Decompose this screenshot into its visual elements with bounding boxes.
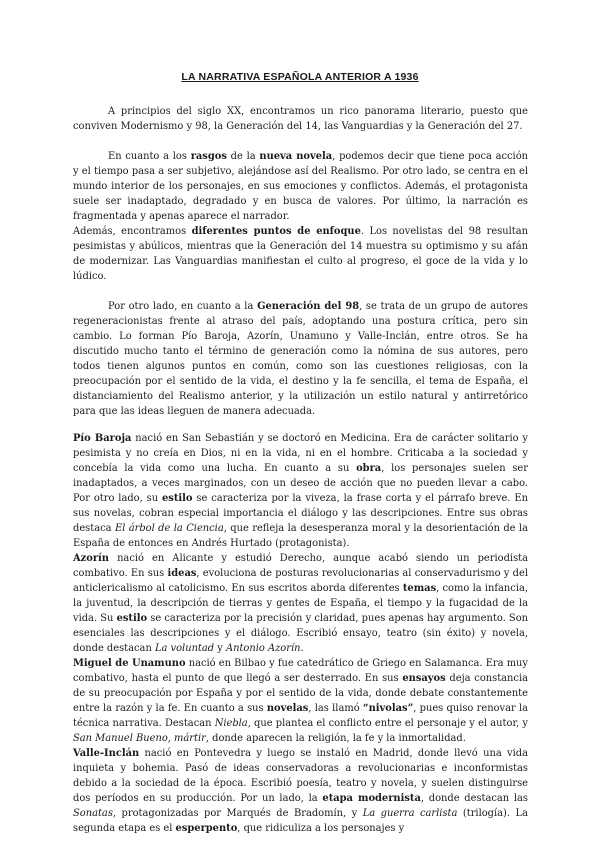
bold-term: Pío Baroja [73, 433, 132, 444]
paragraph-enfoque [73, 224, 528, 284]
bold-term: nueva novela [259, 151, 333, 162]
paragraph-valle-inclan [73, 746, 528, 836]
text-run: , que ridiculiza a los personajes y [237, 823, 405, 834]
text-run: nació en Bilbao y fue catedrático de Griego en Salamanca. Era muy combativo, hasta el punto de que llegó a ser desterrado. En sus [73, 658, 528, 684]
bold-term: esperpento [175, 823, 238, 834]
text-run: Por otro lado, en cuanto a la [108, 301, 258, 312]
text-run: , podemos decir que tiene poca acción y el tiempo pasa a ser subjetivo, alejándose así del Realismo. Por otro lado, se centra en el mundo interior de los personajes, en sus emociones y conflictos. Además, el protagonista suele ser inadaptado, degradado y en busca de valores. Por último, la narración es fragmentada y apenas aparece el narrador. [73, 151, 529, 222]
text-run: Además, encontramos [73, 226, 192, 237]
text-run: nació en San Sebastián y se doctoró en Medicina. Era de carácter solitario y pesimista y no creía en Dios, ni en la vida, ni en el hombre. Criticaba a la sociedad y concebía la vida como una lucha. En cuanto a su [73, 433, 528, 474]
paragraph-unamuno [73, 656, 528, 746]
bold-term: Valle-Inclán [73, 748, 140, 759]
text-run: , donde destacan las [420, 793, 529, 804]
text-run: , las llamó [308, 703, 363, 714]
bold-term: obra [356, 463, 382, 474]
bold-term: “nivolas” [362, 703, 414, 714]
text-run: (trilogía). La segunda etapa es el [73, 808, 528, 834]
text-run: , que plantea el conflicto entre el personaje y el autor, y [247, 718, 529, 729]
text-run: , protagonizadas por Marqués de Bradomín, y [112, 808, 363, 819]
bold-term: ensayos [402, 673, 446, 684]
text-run: , se trata de un grupo de autores regeneracionistas frente al atraso del país, adoptando una postura crítica, pero sin cambio. Lo forman Pío Baroja, Azorín, Unamuno y Valle-Inclán, entre otros. Se ha discutido mucho tanto el término de generación como la nómina de sus autores, pero todos tienen algunos puntos en común, como son las cuestiones religiosas, con la preocupación por el sentido de la vida, el destino y la fe sencilla, el tema de España, el distanciamiento del Realismo anterior, y la utilización un estilo natural y antirretórico para que las ideas lleguen de manera adecuada. [73, 301, 528, 417]
text-run: , evoluciona de posturas revolucionarias al conservadurismo y del anticlericalismo al catolicismo. En sus escritos aborda diferentes [73, 568, 528, 594]
bold-term: rasgos [190, 151, 227, 162]
text-run: . [300, 643, 304, 654]
text-run: , los personajes suelen ser inadaptados, a veces marginados, con un deseo de acción que no pueden llevar a cabo. Por otro lado, su [73, 463, 528, 504]
bold-term: Azorín [73, 553, 109, 564]
paragraph-rasgos [73, 149, 528, 224]
bold-term: etapa modernista [322, 793, 421, 804]
bold-term: estilo [116, 613, 148, 624]
bold-term: estilo [162, 493, 193, 504]
paragraph-generacion-98 [73, 299, 528, 419]
italic-title: San Manuel Bueno, mártir [73, 733, 206, 744]
bold-term: novelas [266, 703, 309, 714]
text-run: y [214, 643, 226, 654]
bold-term: ideas [167, 568, 197, 579]
text-run: de la [226, 151, 260, 162]
text-run: , como la infancia, la juventud, la descripción de tierras y gentes de España, el tiempo y la fugacidad de la vida. Su [73, 583, 528, 624]
text-run: , que refleja la desesperanza moral y la desorientación de la España de entonces en Andrés Hurtado (protagonista). [73, 523, 528, 549]
bold-term: temas [402, 583, 437, 594]
italic-title: Niebla [214, 718, 248, 729]
text-run: . Los novelistas del 98 resultan pesimistas y abúlicos, mientras que la Generación del 14 muestra su optimismo y su afán de modernizar. Las Vanguardias manifiestan el culto al progreso, el goce de la vida y lo lúdico. [73, 226, 528, 282]
text-run: , pues quiso renovar la técnica narrativa. Destacan [73, 703, 529, 729]
paragraph-intro [73, 104, 528, 134]
document-title: LA NARRATIVA ESPAÑOLA ANTERIOR A 1936 [181, 71, 419, 83]
text-run: A principios del siglo XX, encontramos un rico panorama literario, puesto que conviven Modernismo y 98, la Generación del 14, las Vanguardias y la Generación del 27. [73, 106, 528, 132]
bold-term: diferentes puntos de enfoque [191, 226, 361, 237]
text-run: nació en Alicante y estudió Derecho, aunque acabó siendo un periodista combativo. En sus [73, 553, 528, 579]
italic-title: Antonio Azorín [225, 643, 301, 654]
paragraph-pio-baroja [73, 431, 528, 551]
italic-title: La voluntad [154, 643, 215, 654]
text-run: se caracteriza por la viveza, la frase corta y el párrafo breve. En sus novelas, cobran especial importancia el diálogo y las descripciones. Entre sus obras destaca [73, 493, 528, 534]
paragraph-azorin [73, 551, 528, 656]
bold-term: Generación del 98 [257, 301, 360, 312]
text-run: se caracteriza por la precisión y claridad, pues apenas hay argumento. Son esenciales las descripciones y el diálogo. Escribió ensayo, teatro (sin éxito) y novela, donde destacan [73, 613, 528, 654]
text-run: En cuanto a los [108, 151, 191, 162]
text-run: deja constancia de su preocupación por España y por el sentido de la vida, donde debate constantemente entre la razón y la fe. En cuanto a sus [73, 673, 528, 714]
text-run: nació en Pontevedra y luego se instaló en Madrid, donde llevó una vida inquieta y bohemia. Pasó de ideas conservadoras a revolucionarias e inconformistas debido a la sociedad de la época. Escribió poesía, teatro y novela, y suelen distinguirse dos períodos en su producción. Por un lado, la [73, 748, 528, 804]
bold-term: Miguel de Unamuno [73, 658, 186, 669]
document-body [73, 104, 528, 836]
text-run: , donde aparecen la religión, la fe y la inmortalidad. [205, 733, 466, 744]
italic-title: La guerra carlista [362, 808, 458, 819]
italic-title: Sonatas [73, 808, 113, 819]
italic-title: El árbol de la Ciencia [114, 523, 224, 534]
